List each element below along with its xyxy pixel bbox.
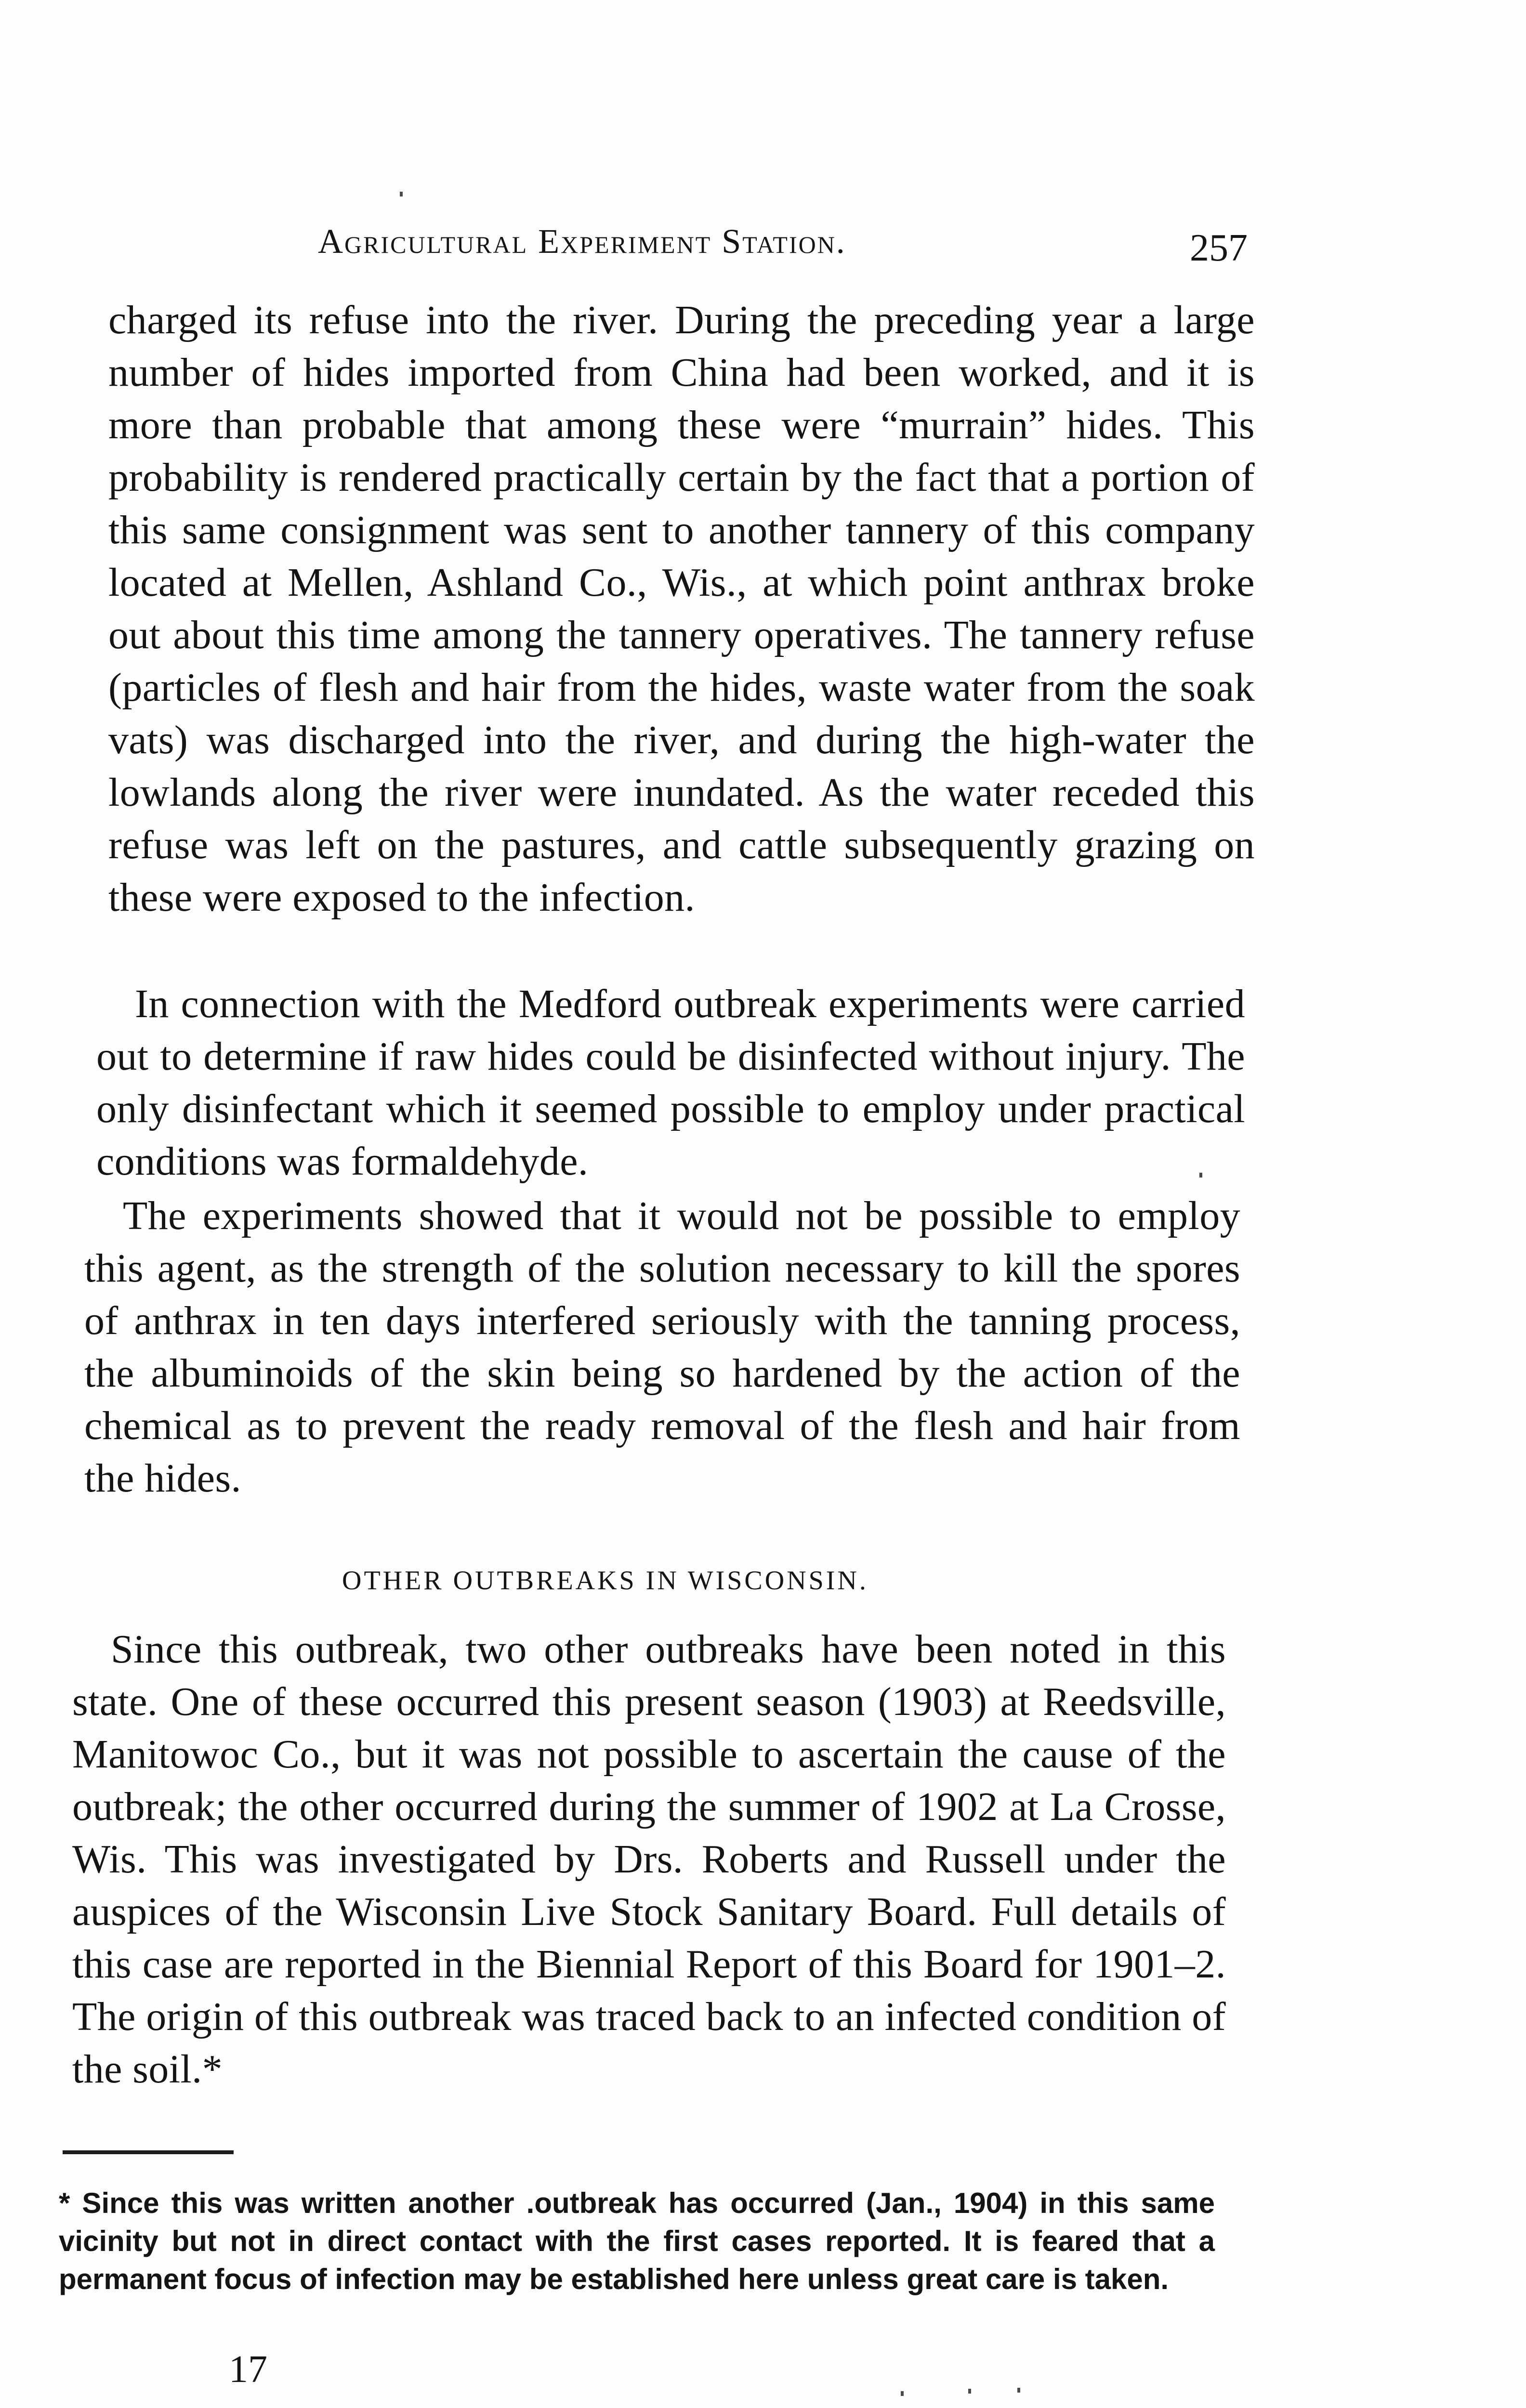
running-header: Agricultural Experiment Station. (318, 222, 846, 261)
print-speck (901, 2391, 904, 2396)
text-block-top (108, 294, 1255, 924)
text-block-formaldehyde (84, 1190, 1240, 1505)
text-block-medford (96, 978, 1245, 1188)
print-speck (1199, 1173, 1202, 1178)
print-speck (1017, 2388, 1020, 2393)
section-heading: OTHER OUTBREAKS IN WISCONSIN. (342, 1566, 868, 1596)
paragraph-medford-experiments: In connection with the Medford outbreak experiments were carried out to determine if raw hides could be disinfected without injury. The only disinfectant which it seemed possible to employ under practical conditions was formaldehyde. (96, 982, 1245, 1184)
footnote: * Since this was written another .outbreak has occurred (Jan., 1904) in this same vicinity but not in direct contact with the first cases reported. It is feared that a permanent focus of infection may be established here unless great care is taken. (59, 2187, 1215, 2295)
print-speck (968, 2389, 971, 2394)
text-block-other-outbreaks (72, 1623, 1226, 2095)
paragraph-continuation: charged its refuse into the river. During the preceding year a large number of hides imported from China had been worked, and it is more than probable that among these were “murrain” hides. This probability is rendered practically certain by the fact that a portion of this same consignment was sent to another tannery of this company located at Mellen, Ashland Co., Wis., at which point anthrax broke out about this time among the tannery operatives. The tannery refuse (particles of flesh and hair from the hides, waste water from the soak vats) was discharged into the river, and during the high-water the lowlands along the river were inundated. As the water receded this refuse was left on the pastures, and cattle subsequently grazing on these were exposed to the infection. (108, 298, 1255, 920)
paragraph-other-outbreaks: Since this outbreak, two other outbreaks have been noted in this state. One of these occurred this present season (1903) at Reedsville, Manitowoc Co., but it was not possible to ascertain the cause of the outbreak; the other occurred during the summer of 1902 at La Crosse, Wis. This was investigated by Drs. Roberts and Russell under the auspices of the Wisconsin Live Stock Sanitary Board. Full details of this case are reported in the Biennial Report of this Board for 1901–2. The origin of this outbreak was traced back to an infected condition of the soil.* (72, 1627, 1226, 2092)
print-speck (400, 192, 403, 196)
paragraph-formaldehyde-results: The experiments showed that it would not be possible to employ this agent, as the strength of the solution necessary to kill the spores of anthrax in ten days interfered seriously with the tanning process, the albuminoids of the skin being so hardened by the action of the chemical as to prevent the ready removal of the flesh and hair from the hides. (84, 1193, 1240, 1501)
page-number: 257 (1190, 227, 1248, 269)
signature-mark: 17 (229, 2348, 267, 2391)
footnote-rule (63, 2150, 234, 2154)
